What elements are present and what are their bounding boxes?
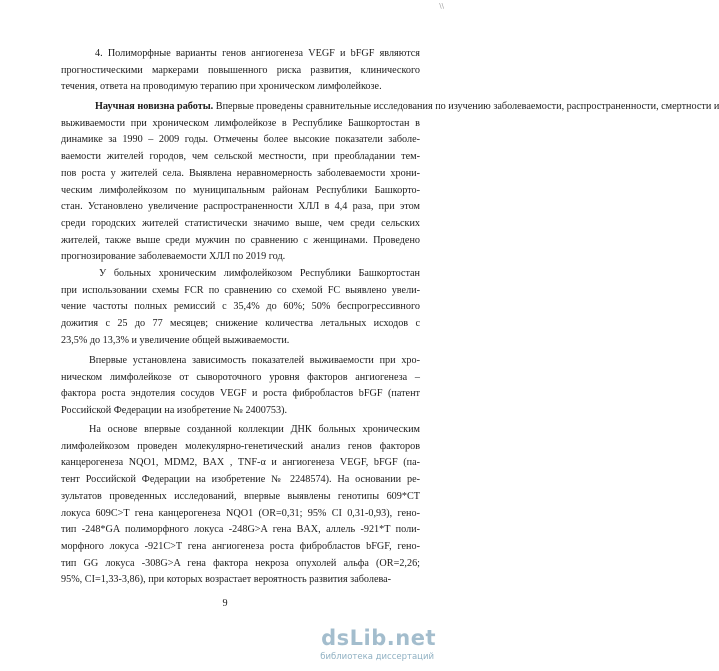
text-line: 95%, CI=1,33-3,86), при которых возрастает вероятность развития заболева-	[61, 574, 392, 586]
page-number: 9	[222, 598, 228, 609]
text-line: прогнозирование заболеваемости ХЛЛ по 2019 год.	[61, 251, 286, 263]
text-line: тип -248*GA полиморфного локуса -248G>A гена BAX, аллель -921*T поли-	[61, 524, 420, 536]
text-line: фактора роста эндотелия сосудов VEGF и роста фибробластов bFGF (патент	[61, 388, 420, 400]
text-line: выживаемости при хроническом лимфолейкозе в Республике Башкортостан в	[61, 117, 420, 129]
text-line: тент Российской Федерации на изобретение № 2248574). На основании ре-	[61, 474, 420, 486]
text-line: На основе впервые созданной коллекции ДНК больных хроническим	[89, 424, 420, 435]
text-line: Научная новизна работы. Впервые проведены сравнительные исследования по изучению заболеваемости, распространенности, смертности и	[95, 101, 719, 112]
text-line: течения, ответа на проводимую терапию при хроническом лимфолейкозе.	[61, 81, 382, 93]
text-line: стан. Установлено увеличение распространенности ХЛЛ в 4,4 раза, при этом	[61, 201, 420, 213]
text-line: среди городских жителей статистически значимо выше, чем среди сельских	[61, 217, 420, 229]
text-line: лимфолейкозом проведен молекулярно-генетический анализ генов факторов	[61, 440, 420, 452]
text-line: ническом лимфолейкозе от сывороточного уровня факторов ангиогенеза –	[61, 371, 420, 383]
text-line: пов роста у жителей села. Выявлена неравномерность заболеваемости хрони-	[61, 167, 420, 179]
text-line: канцерогенеза NQO1, MDM2, BAX , TNF-α и ангиогенеза VEGF, bFGF (па-	[61, 457, 420, 469]
text-line: дожития с 25 до 77 месяцев; снижение количества летальных исходов с	[61, 318, 420, 330]
text-line: Впервые установлена зависимость показателей выживаемости при хро-	[89, 355, 420, 366]
text-line: ческим лимфолейкозом по муниципальным районам Республики Башкорто-	[61, 184, 420, 196]
text-line: морфного локуса -921C>T гена ангиогенеза роста фибробластов bFGF, гено-	[61, 540, 420, 552]
section-heading: Научная новизна работы.	[95, 101, 214, 112]
text-line: ваемости жителей городов, чем сельской местности, при преобладании тем-	[61, 151, 420, 163]
watermark-subtitle: библиотека диссертаций	[320, 652, 434, 662]
text-line: при использовании схемы FCR по сравнению со схемой FC выявлено увели-	[61, 284, 420, 296]
watermark-logo: dsLib.net	[321, 626, 436, 650]
text-line: тип GG локуса -308G>A гена фактора некроза опухолей альфа (OR=2,26;	[61, 557, 420, 569]
text-line: чение частоты полных ремиссий с 35,4% до 60%; 50% беспрогрессивного	[61, 301, 420, 313]
text-line: динамике за 1990 – 2009 годы. Отмечены более высокие показатели заболе-	[61, 134, 420, 146]
text-line: У больных хроническим лимфолейкозом Республики Башкортостан	[99, 268, 420, 279]
text-line: жителей, также выше среди мужчин по сравнению с женщинами. Проведено	[61, 234, 420, 246]
text-line: локуса 609C>T гена канцерогенеза NQO1 (OR=0,31; 95% CI 0,31-0,93), гено-	[61, 507, 420, 519]
text-line: прогностическими маркерами повышенного риска развития, клинического	[61, 64, 420, 76]
text-line: зультатов проведенных исследований, впервые выявлены генотипы 609*CT	[61, 490, 420, 502]
text-line: 4. Полиморфные варианты генов ангиогенеза VEGF и bFGF являются	[95, 48, 420, 59]
corner-mark: \\	[439, 2, 444, 10]
text-line: Российской Федерации на изобретение № 2400753).	[61, 405, 288, 417]
text-line: 23,5% до 13,3% и увеличение общей выживаемости.	[61, 334, 290, 346]
watermark	[296, 626, 436, 664]
